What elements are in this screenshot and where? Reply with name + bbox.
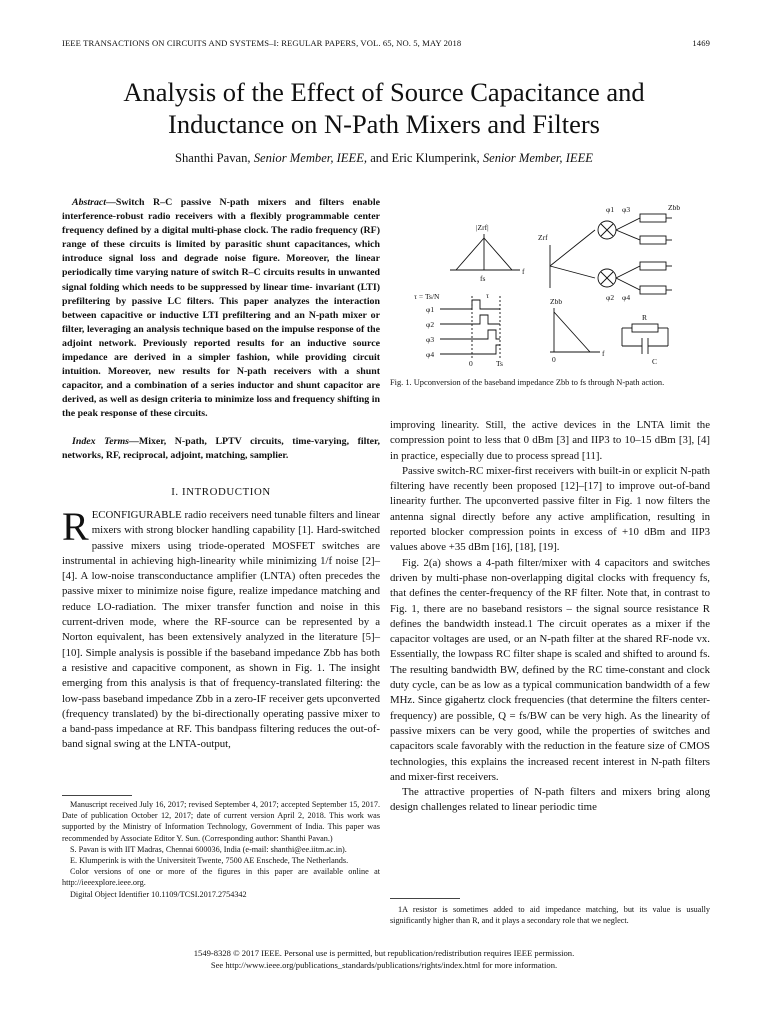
right-footnote <box>390 904 710 926</box>
author-2: and Eric Klumperink, <box>370 151 480 165</box>
title-line-1: Analysis of the Effect of Source Capacitance and <box>123 77 645 107</box>
phi-bot-4-label: φ4 <box>622 293 631 302</box>
r-label: R <box>642 313 648 322</box>
right-column-text <box>390 418 710 816</box>
lower-branch <box>550 266 595 278</box>
zbb-response <box>554 312 590 352</box>
zrf-label: Zrf <box>538 233 548 242</box>
zbb-box-4 <box>640 286 666 294</box>
drop-cap: R <box>62 504 89 549</box>
manuscript-note: Manuscript received July 16, 2017; revised September 4, 2017; accepted September 15, 2017. Date of publication October 12, 2017; date of current version April 2, 2018. This work was supported by the Ministry of Information Technology, Government of India. This paper was recommended by Associate Editor Y. Sun. (Corresponding author: Shanthi Pavan.) <box>62 800 380 843</box>
zbb-box-3 <box>640 262 666 270</box>
phi-top-1-label: φ1 <box>606 205 615 214</box>
phi1-label: φ1 <box>426 305 435 314</box>
author-1-role: Senior Member, IEEE, <box>253 151 368 165</box>
intro-first-word: ECONFIGURABLE <box>91 509 182 521</box>
figure-1 <box>400 200 712 370</box>
right-footnote-divider <box>390 898 460 899</box>
f-label: f <box>522 267 525 276</box>
zbb-box-2 <box>640 236 666 244</box>
zbb-f-label: f <box>602 349 605 358</box>
index-terms-label: Index Terms— <box>72 436 139 447</box>
copyright-line-1: 1549-8328 © 2017 IEEE. Personal use is permitted, but republication/redistribution requires IEEE permission. <box>193 948 575 958</box>
copyright-line-2: See http://www.ieee.org/publications_standards/publications/rights/index.html for more information. <box>210 960 558 970</box>
zbb-box-1 <box>640 214 666 222</box>
phi-top-3-label: φ3 <box>622 205 631 214</box>
lower-out-2 <box>616 278 640 290</box>
intro-body: radio receivers need tunable filters and linear mixers with strong blocker handling capability [1]. Hard-switched passive mixers using triode-operated MOSFET switches are instrumental in achieving high-linearity while minimizing 1/f noise [2]–[4]. A low-noise transconductance amplifier (LNTA) often precedes the passive mixer to minimize noise figure, realize impedance matching and reduce LO-radiation. The mixer transfer function and noise in this current-driven mode, where the RF-source can be represented by a Norton equivalent, has been extensively analyzed in the literature [5]–[10]. Simple analysis is possible if the baseband impedance Zbb has both a resistive and capacitive component, as shown in Fig. 1. The insight emerging from this analysis is that of frequency-translated filtering: the low-pass baseband impedance Zbb in a zero-IF receiver gets upconverted (frequency translated) by the bi-directionally operating passive mixer to a band-pass impedance at RF. This bandpass filtering reduces the out-of-band signal swing at the LNTA-output, <box>62 509 380 751</box>
index-terms <box>62 435 380 463</box>
color-note: Color versions of one or more of the figures in this paper are available online at http://ieeexplore.ieee.org. <box>62 867 380 888</box>
upper-out-2 <box>616 230 640 240</box>
paragraph-2: Passive switch-RC mixer-first receivers with built-in or explicit N-path filtering have recently been proposed [12]–[17] to improve out-of-band linearity further. The upconverted passive filter in Fig. 1 now filters the antenna signal directly before any active amplification, resulting in reported blocker compression points in excess of +10 dBm and IIP3 values above +35 dBm [16], [18], [19]. <box>390 464 710 554</box>
phi3-wave <box>440 330 500 339</box>
zbb-plot-label: Zbb <box>550 297 563 306</box>
fs-label: fs <box>480 274 486 283</box>
tau-small-label: τ <box>486 291 490 300</box>
ts-label: Ts <box>496 359 503 368</box>
page-number: 1469 <box>692 38 710 48</box>
lower-out-1 <box>616 266 640 278</box>
introduction-text <box>62 504 380 753</box>
zrf-mag-label: |Zrf| <box>476 223 489 232</box>
c-label: C <box>652 357 658 366</box>
paragraph-3: Fig. 2(a) shows a 4-path filter/mixer with 4 capacitors and switches driven by multi-phase non-overlapping digital clocks with frequency fs, that defines the center-frequency of the RF filter. Note that, in contrast to Fig. 1, there are no baseband resistors – the signal source resistance R defines the bandwidth instead.1 The circuit operates as a mixer if the capacitor voltages are used, or an N-path filter at the shared RF-node vx. Essentially, the lowpass RC filter shape is scaled and shifted to around fs. The resulting bandwidth BW, defined by the RC time-constant and clock duty cycle, can be as low as a typical communication bandwidth of a few MHz. Since gigahertz clock frequencies (that determine the filters center-frequency) are possible, Q = fs/BW can be very high. As the linearity of passive mixers can be very good, while the properties of switches and capacitors scale favorably with the reduction in the feature size of CMOS technologies, this explains the increased recent interest in N-path filters and mixer-first receivers. <box>390 556 710 783</box>
doi-note: Digital Object Identifier 10.1109/TCSI.2017.2754342 <box>70 889 247 899</box>
tau-label: τ = Ts/N <box>414 292 440 301</box>
zbb-net-label: Zbb <box>668 203 681 212</box>
upper-branch <box>550 230 595 266</box>
author-2-role: Senior Member, IEEE <box>482 151 593 165</box>
phi4-wave <box>440 345 500 354</box>
journal-name: IEEE TRANSACTIONS ON CIRCUITS AND SYSTEMS–I: REGULAR PAPERS, VOL. 65, NO. 5, MAY 2018 <box>62 38 462 48</box>
phi2-label: φ2 <box>426 320 435 329</box>
abstract-label: Abstract— <box>72 197 116 208</box>
paragraph-1: improving linearity. Still, the active devices in the LNTA limit the compression point to less that 0 dBm [3] and IIP3 to 10–15 dBm [3], [4] in practice, especially due to process spread [11]. <box>390 419 710 462</box>
figure-1-caption: Fig. 1. Upconversion of the baseband impedance Zbb to fs through N-path action. <box>390 378 665 387</box>
title-line-2: Inductance on N-Path Mixers and Filters <box>168 109 600 139</box>
author2-affiliation: E. Klumperink is with the Universiteit Twente, 7500 AE Enschede, The Netherlands. <box>70 856 349 866</box>
resistor-footnote: 1A resistor is sometimes added to aid impedance matching, but its value is usually significantly higher than R, and it plays a secondary role that we neglect. <box>390 905 710 926</box>
abstract <box>62 196 380 422</box>
footnote-divider <box>62 795 132 796</box>
resistor-r <box>632 324 658 332</box>
upper-out-1 <box>616 218 640 230</box>
abstract-text: Switch R–C passive N-path mixers and filters enable interference-robust radio receivers with a flexibly programmable center frequency defined by a digital multi-phase clock. The radio frequency (RF) range of these circuits is limited by parasitic shunt capacitances, which introduce signal loss and degrade noise figure. Moreover, the linear periodically time varying nature of switch R–C circuits results in unwanted signal folding which needs to be suppressed by linear time- invariant (LTI) prefiltering by passive LC filters. This paper analyzes the interaction between capacitive or inductive LTI prefiltering and an N-path mixer or filter, leveraging an analysis technique based on the impulse response of the adjoint network. Previously reported results for an inductive source impedance are derived in a simpler fashion, while providing circuit intuition. Moreover, new results for N-path receivers with a shunt capacitor, and a combination of a series inductor and shunt capacitor are derived, as well as design criteria to minimize loss and frequency shifting in the peak response of these circuits. <box>62 197 380 420</box>
running-header <box>62 38 710 48</box>
index-terms-text: Mixer, N-path, LPTV circuits, time-varying, filter, networks, RF, reciprocal, adjoint, matching, samplier. <box>62 436 380 462</box>
zbb-zero-label: 0 <box>552 355 556 364</box>
section-heading: I. INTRODUCTION <box>171 486 271 498</box>
phi3-label: φ3 <box>426 335 435 344</box>
phi1-wave <box>440 300 500 309</box>
figure-1-drawing <box>400 200 712 370</box>
phi-bot-2-label: φ2 <box>606 293 615 302</box>
phi4-label: φ4 <box>426 350 435 359</box>
copyright-notice <box>40 947 728 971</box>
author-1: Shanthi Pavan, <box>175 151 251 165</box>
paragraph-4: The attractive properties of N-path filters and mixers bring along design challenges related to linear periodic time <box>390 786 710 814</box>
author1-affiliation: S. Pavan is with IIT Madras, Chennai 600036, India (e-mail: shanthi@ee.iitm.ac.in). <box>70 844 347 854</box>
zero-label: 0 <box>469 359 473 368</box>
left-footnotes <box>62 799 380 900</box>
author-line <box>40 151 728 166</box>
phi2-wave <box>440 315 500 324</box>
paper-title <box>40 76 728 140</box>
